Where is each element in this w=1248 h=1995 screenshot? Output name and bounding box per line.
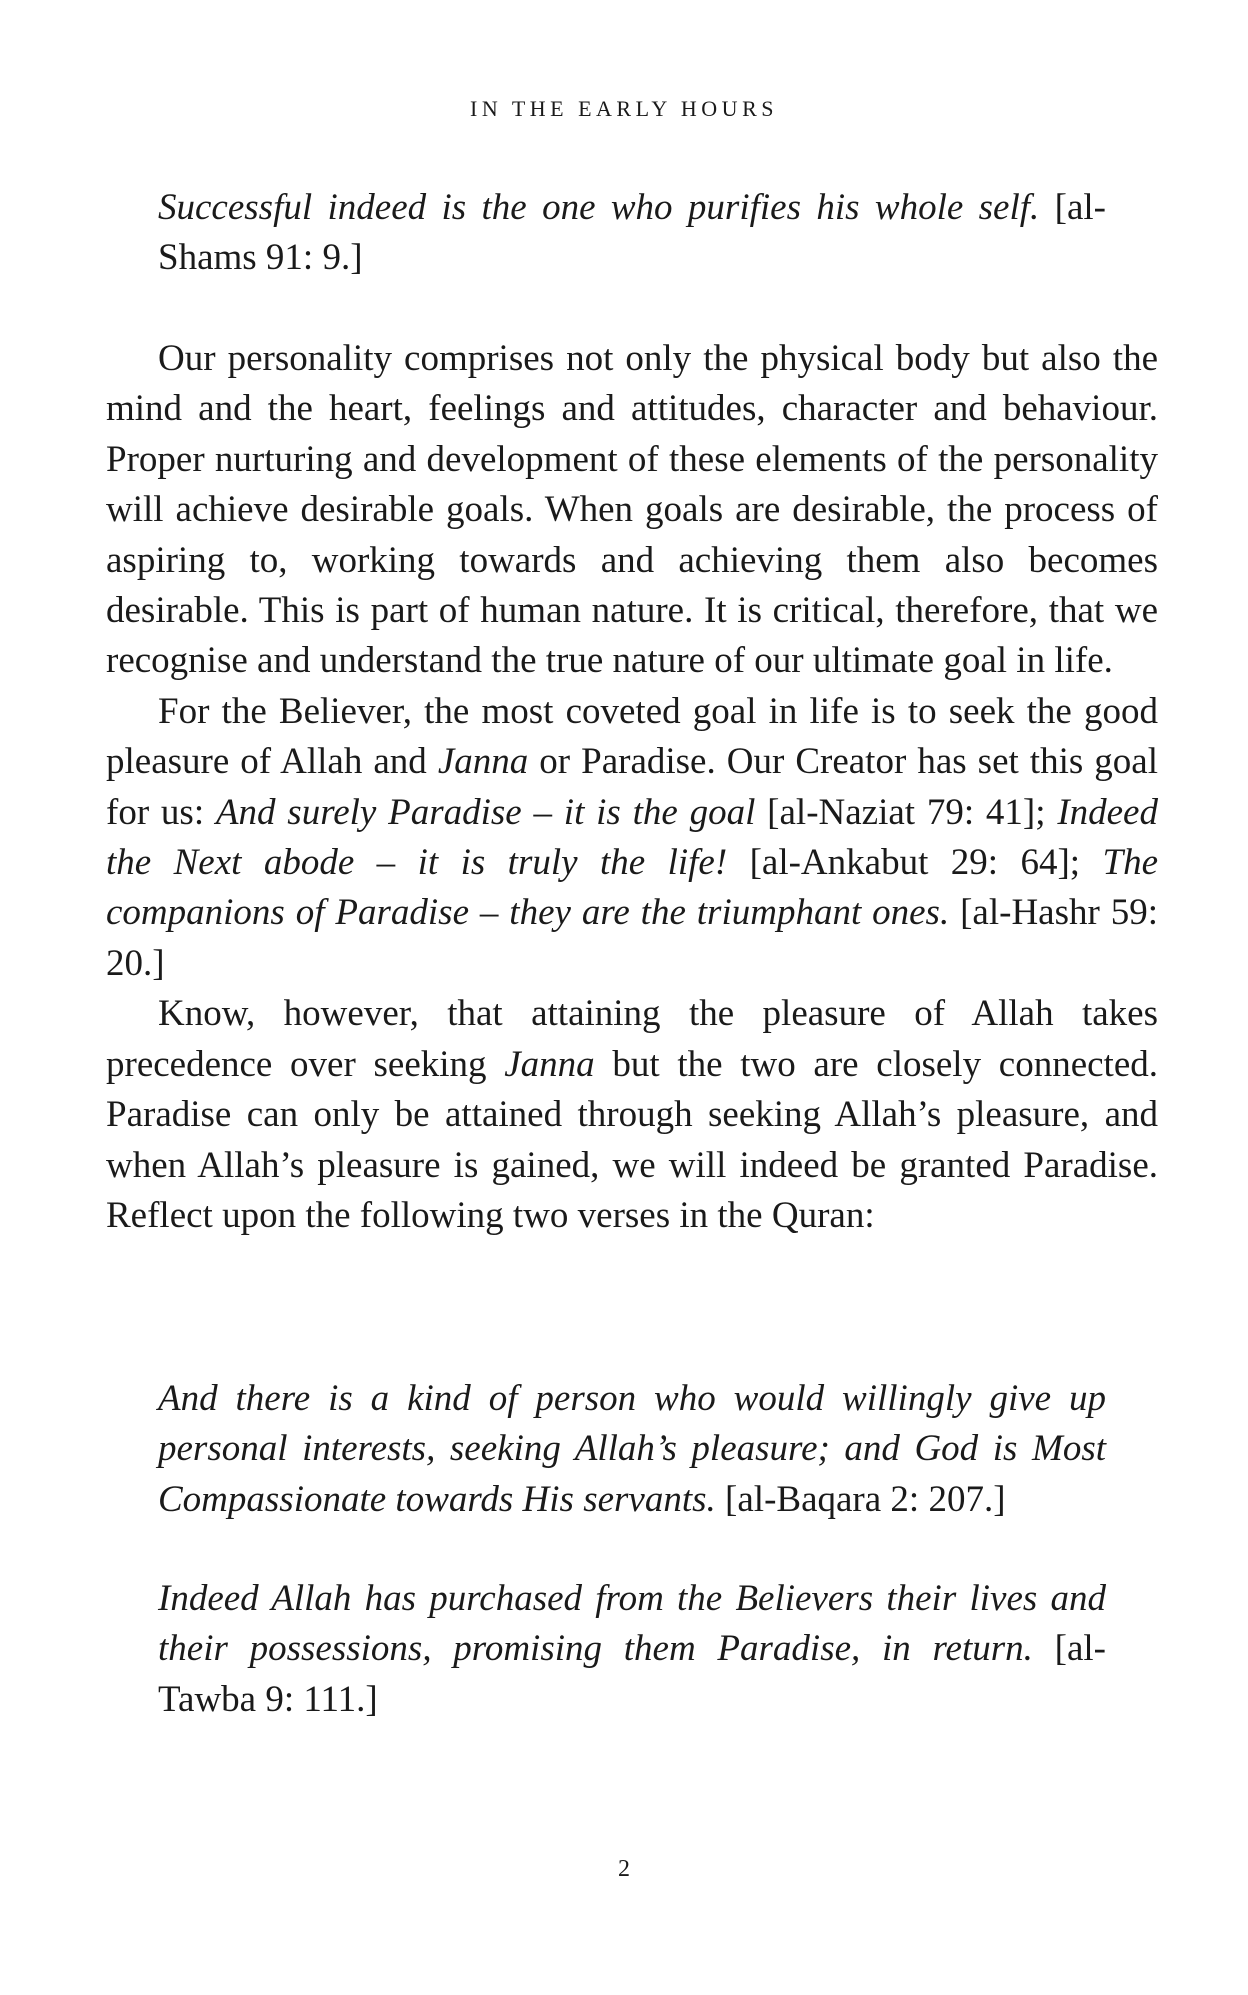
running-head: IN THE EARLY HOURS: [470, 96, 778, 121]
block-quote-2-reference: [al-Tawba 9: 111.]: [158, 1628, 1106, 1720]
italic-term: Janna: [504, 1043, 595, 1085]
verse-reference: [al-Ankabut 29: 64];: [727, 842, 1103, 884]
page-number: 2: [618, 1856, 630, 1882]
block-quote-2: [158, 1574, 1106, 1725]
body-text: [106, 334, 1158, 1241]
epigraph: [158, 183, 1106, 284]
epigraph-paragraph: [158, 183, 1106, 284]
verse-reference: [al-Naziat 79: 41];: [755, 791, 1058, 833]
paragraph-2-text: For the Believer, the most coveted goal in life is to seek the good pleasure of Allah and: [106, 690, 1158, 783]
quoted-verse: And surely Paradise – it is the goal: [215, 791, 756, 833]
epigraph-reference: [al-Shams 91: 9.]: [158, 187, 1106, 279]
block-quote-1-verse: And there is a kind of person who would willingly give up personal interests, seeking Allah’s pleasure; and God is Most Compassionate towards His servants.: [158, 1378, 1106, 1520]
paragraph-2-text: or Paradise. Our Creator has set this goal for us:: [106, 741, 1158, 833]
paragraph-2: [106, 687, 1158, 989]
verse-reference: [al-Hashr 59: 20.]: [106, 892, 1158, 984]
quoted-verse: The companions of Paradise – they are the triumphant ones.: [106, 842, 1158, 934]
block-quote-1-paragraph: [158, 1374, 1106, 1525]
epigraph-verse: Successful indeed is the one who purifies his whole self.: [158, 187, 1040, 228]
paragraph-3-text: Know, however, that attaining the pleasure of Allah takes precedence over seeking: [106, 993, 1158, 1085]
paragraph-3-text: but the two are closely connected. Paradise can only be attained through seeking Allah’s pleasure, and when Allah’s pleasure is gained, we will indeed be granted Paradise. Reflect upon the following two verses in the Quran:: [106, 1043, 1159, 1236]
block-quote-1: [158, 1374, 1106, 1525]
italic-term: Janna: [437, 741, 529, 783]
quoted-verse: Indeed the Next abode – it is truly the life!: [106, 791, 1158, 884]
block-quote-2-paragraph: [158, 1574, 1106, 1725]
block-quote-1-reference: [al-Baqara 2: 207.]: [715, 1478, 1006, 1520]
paragraph-3: [106, 989, 1158, 1241]
block-quote-2-verse: Indeed Allah has purchased from the Believers their lives and their possessions, promising them Paradise, in return.: [158, 1578, 1106, 1670]
paragraph-1: Our personality comprises not only the physical body but also the mind and the heart, feelings and attitudes, character and behaviour. Proper nurturing and development of these elements of the personality will achieve desirable goals. When goals are desirable, the process of aspiring to, working towards and achieving them also becomes desirable. This is part of human nature. It is critical, therefore, that we recognise and understand the true nature of our ultimate goal in life.: [106, 338, 1158, 682]
